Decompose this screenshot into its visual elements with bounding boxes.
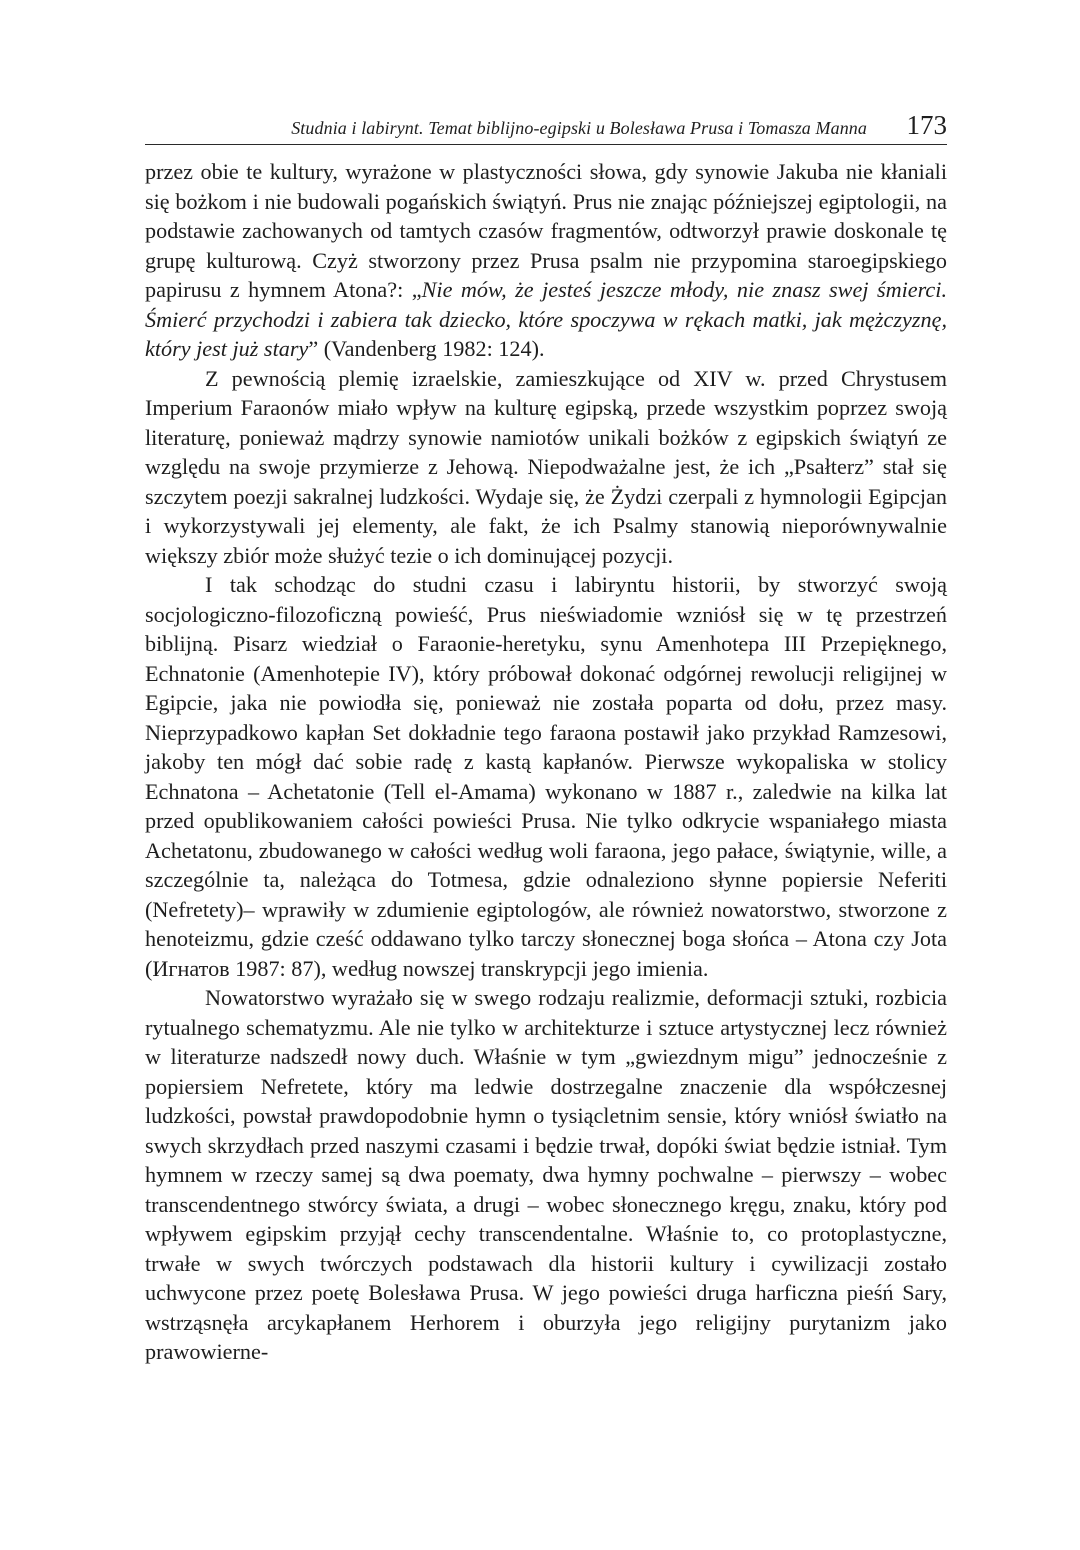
paragraph-3: I tak schodząc do studni czasu i labiryntu historii, by stworzyć swoją socjologiczno-filozoficzną powieść, Prus nieświadomie wzniósł się w tę przestrzeń biblijną. Pisarz wiedział o Faraonie-heretyku, synu Amenhotepa III Przepięknego, Echnatonie (Amenhotepie IV), który próbował dokonać odgórnej rewolucji religijnej w Egipcie, jaka nie powiodła się, ponieważ nie została poparta od dołu, przez masy. Nieprzypadkowo kapłan Set dokładnie tego faraona postawił jako przykład Ramzesowi, jakoby ten mógł dać sobie radę z kastą kapłanów. Pierwsze wykopaliska w stolicy Echnatona – Achetatonie (Tell el-Amama) wykonano w 1887 r., zaledwie na kilka lat przed opublikowaniem całości powieści Prusa. Nie tylko odkrycie wspaniałego miasta Achetatonu, zbudowanego w całości według woli faraona, jego pałace, świątynie, wille, a szczególnie ta, należąca do Totmesa, gdzie odnaleziono słynne popiersie Neferiti (Nefretety)– wprawiły w zdumienie egiptologów, ale również nowatorstwo, stworzone z henoteizmu, gdzie cześć oddawano tylko tarczy słonecznej boga słońca – Atona czy Jota (Игнатов 1987: 87), według nowszej transkrypcji jego imienia. [145,572,947,981]
running-header [145,108,947,145]
paragraph-2: Z pewnością plemię izraelskie, zamieszkujące od XIV w. przed Chrystusem Imperium Faraonów miało wpływ na kulturę egipską, przede wszystkim poprzez swoją literaturę, ponieważ mądrzy synowie namiotów unikali bożków z egipskich świątyń ze względu na swoje przymierze z Jehową. Niepodważalne jest, że ich „Psałterz” stał się szczytem poezji sakralnej ludzkości. Wydaje się, że Żydzi czerpali z hymnologii Egipcjan i wykorzystywali jej elementy, ale fakt, że ich Psalmy stanowią nieporównywalnie większy zbiór może służyć tezie o ich dominującej pozycji. [145,365,947,568]
page-number: 173 [906,110,947,140]
paragraph-1 [145,157,947,364]
paragraph-1-lead: przez obie te kultury, wyrażone w plastyczności słowa, gdy synowie Jakuba nie kłaniali się bożkom i nie budowali pogańskich świątyń. Prus nie znając późniejszej egiptologii, na podstawie zachowanych od tamtych czasów fragmentów, odtworzył prawie doskonale tę grupę kulturową. Czyż stworzony przez Prusa psalm nie przypomina staroegipskiego papirusu z hymnem Atona?: „ [145,159,947,302]
page [145,108,947,1367]
running-title: Studnia i labirynt. Temat biblijno-egipski u Bolesława Prusa i Tomasza Manna [291,118,867,138]
quoted-passage: Nie mów, że jesteś jeszcze młody, nie znasz swej śmierci. Śmierć przychodzi i zabiera tak dziecko, które spoczywa w rękach matki, jak mężczyznę, który jest już stary [145,277,947,361]
body-text [145,157,947,1367]
paragraph-1-citation: ” (Vandenberg 1982: 124). [308,336,545,361]
paragraph-4: Nowatorstwo wyrażało się w swego rodzaju realizmie, deformacji sztuki, rozbicia rytualnego schematyzmu. Ale nie tylko w architekturze i sztuce artystycznej lecz również w literaturze nadszedł nowy duch. Właśnie w tym „gwiezdnym migu” jednocześnie z popiersiem Nefretete, który ma ledwie dostrzegalne znaczenie dla współczesnej ludzkości, powstał prawdopodobnie hymn o tysiącletnim sensie, który wniósł światło na swych skrzydłach przed naszymi czasami i będzie trwał, dopóki świat będzie istniał. Tym hymnem w rzeczy samej są dwa poematy, dwa hymny pochwalne – pierwszy – wobec transcendentnego stwórcy świata, a drugi – wobec słonecznego kręgu, znaku, który pod wpływem egipskim przyjął cechy transcendentalne. Właśnie to, co protoplastyczne, trwałe w swych twórczych podstawach dla historii kultury i cywilizacji zostało uchwycone przez poetę Bolesława Prusa. W jego powieści druga harficzna pieśń Sary, wstrząsnęła arcykapłanem Herhorem i oburzyła jego religijny purytanizm jako prawowierne- [145,985,947,1364]
